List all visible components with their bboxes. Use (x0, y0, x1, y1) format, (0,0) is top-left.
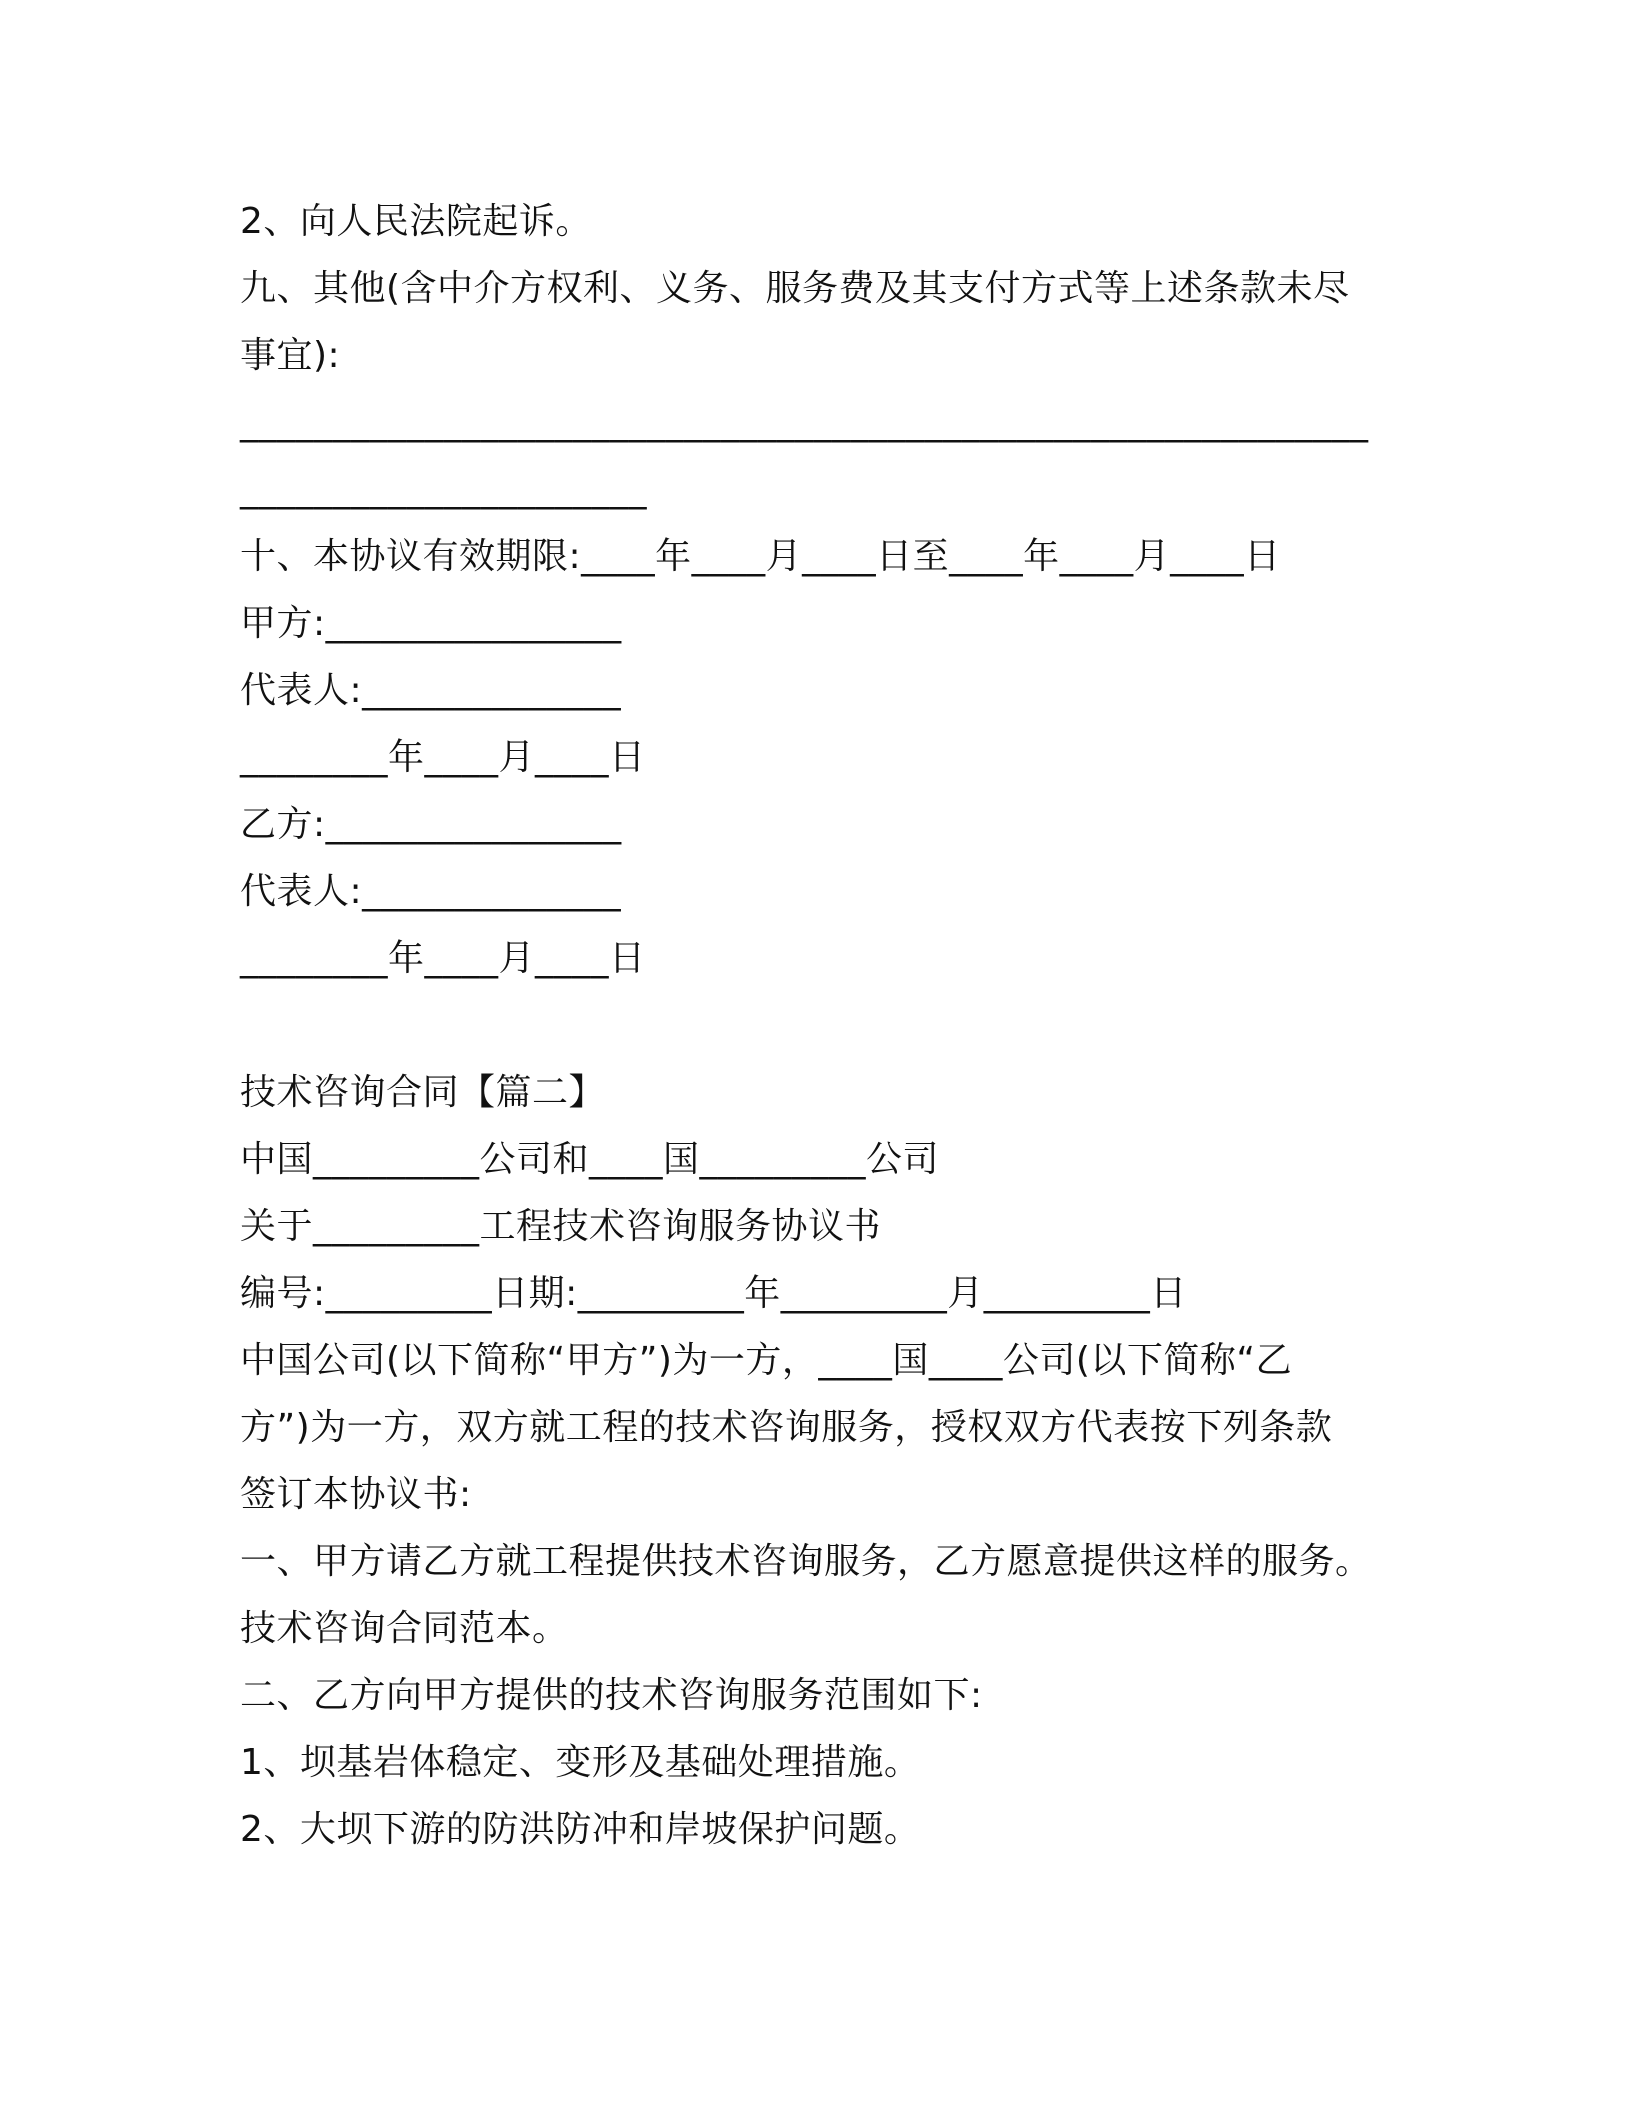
text-line: 一、甲方请乙方就工程提供技术咨询服务，乙方愿意提供这样的服务。 (240, 1541, 1372, 1582)
text-line: 签订本协议书: (240, 1474, 472, 1515)
section-gap (240, 992, 1380, 1059)
section-title: 技术咨询合同【篇二】 (240, 1072, 606, 1113)
text-line: 技术咨询合同范本。 (240, 1608, 569, 1649)
blank-fill-line: ______________________ (240, 469, 647, 510)
party-b-representative-line: 代表人:______________ (240, 871, 622, 912)
document-body (240, 188, 1380, 1863)
text-line: 九、其他(含中介方权利、义务、服务费及其支付方式等上述条款未尽 (240, 268, 1350, 309)
text-line: 事宜): (240, 335, 341, 376)
text-line: 编号:_________日期:_________年_________月_________日 (240, 1273, 1187, 1314)
party-a-date-line: ________年____月____日 (240, 737, 646, 778)
text-line: 中国_________公司和____国_________公司 (240, 1139, 940, 1180)
party-b-line: 乙方:________________ (240, 804, 622, 845)
party-b-date-line: ________年____月____日 (240, 938, 646, 979)
validity-period-line: 十、本协议有效期限:____年____月____日至____年____月____日 (240, 536, 1281, 577)
party-a-line: 甲方:________________ (240, 603, 622, 644)
list-item: 1、坝基岩体稳定、变形及基础处理措施。 (240, 1742, 921, 1783)
blank-fill-line: _____________________________________________________________ (240, 402, 1369, 443)
text-line: 中国公司(以下简称“甲方”)为一方，____国____公司(以下简称“乙 (240, 1340, 1293, 1381)
list-item: 2、大坝下游的防洪防冲和岸坡保护问题。 (240, 1809, 921, 1850)
text-line: 2、向人民法院起诉。 (240, 201, 592, 242)
text-line: 方”)为一方，双方就工程的技术咨询服务，授权双方代表按下列条款 (240, 1407, 1333, 1448)
text-line: 关于_________工程技术咨询服务协议书 (240, 1206, 882, 1247)
party-a-representative-line: 代表人:______________ (240, 670, 622, 711)
text-line: 二、乙方向甲方提供的技术咨询服务范围如下: (240, 1675, 983, 1716)
